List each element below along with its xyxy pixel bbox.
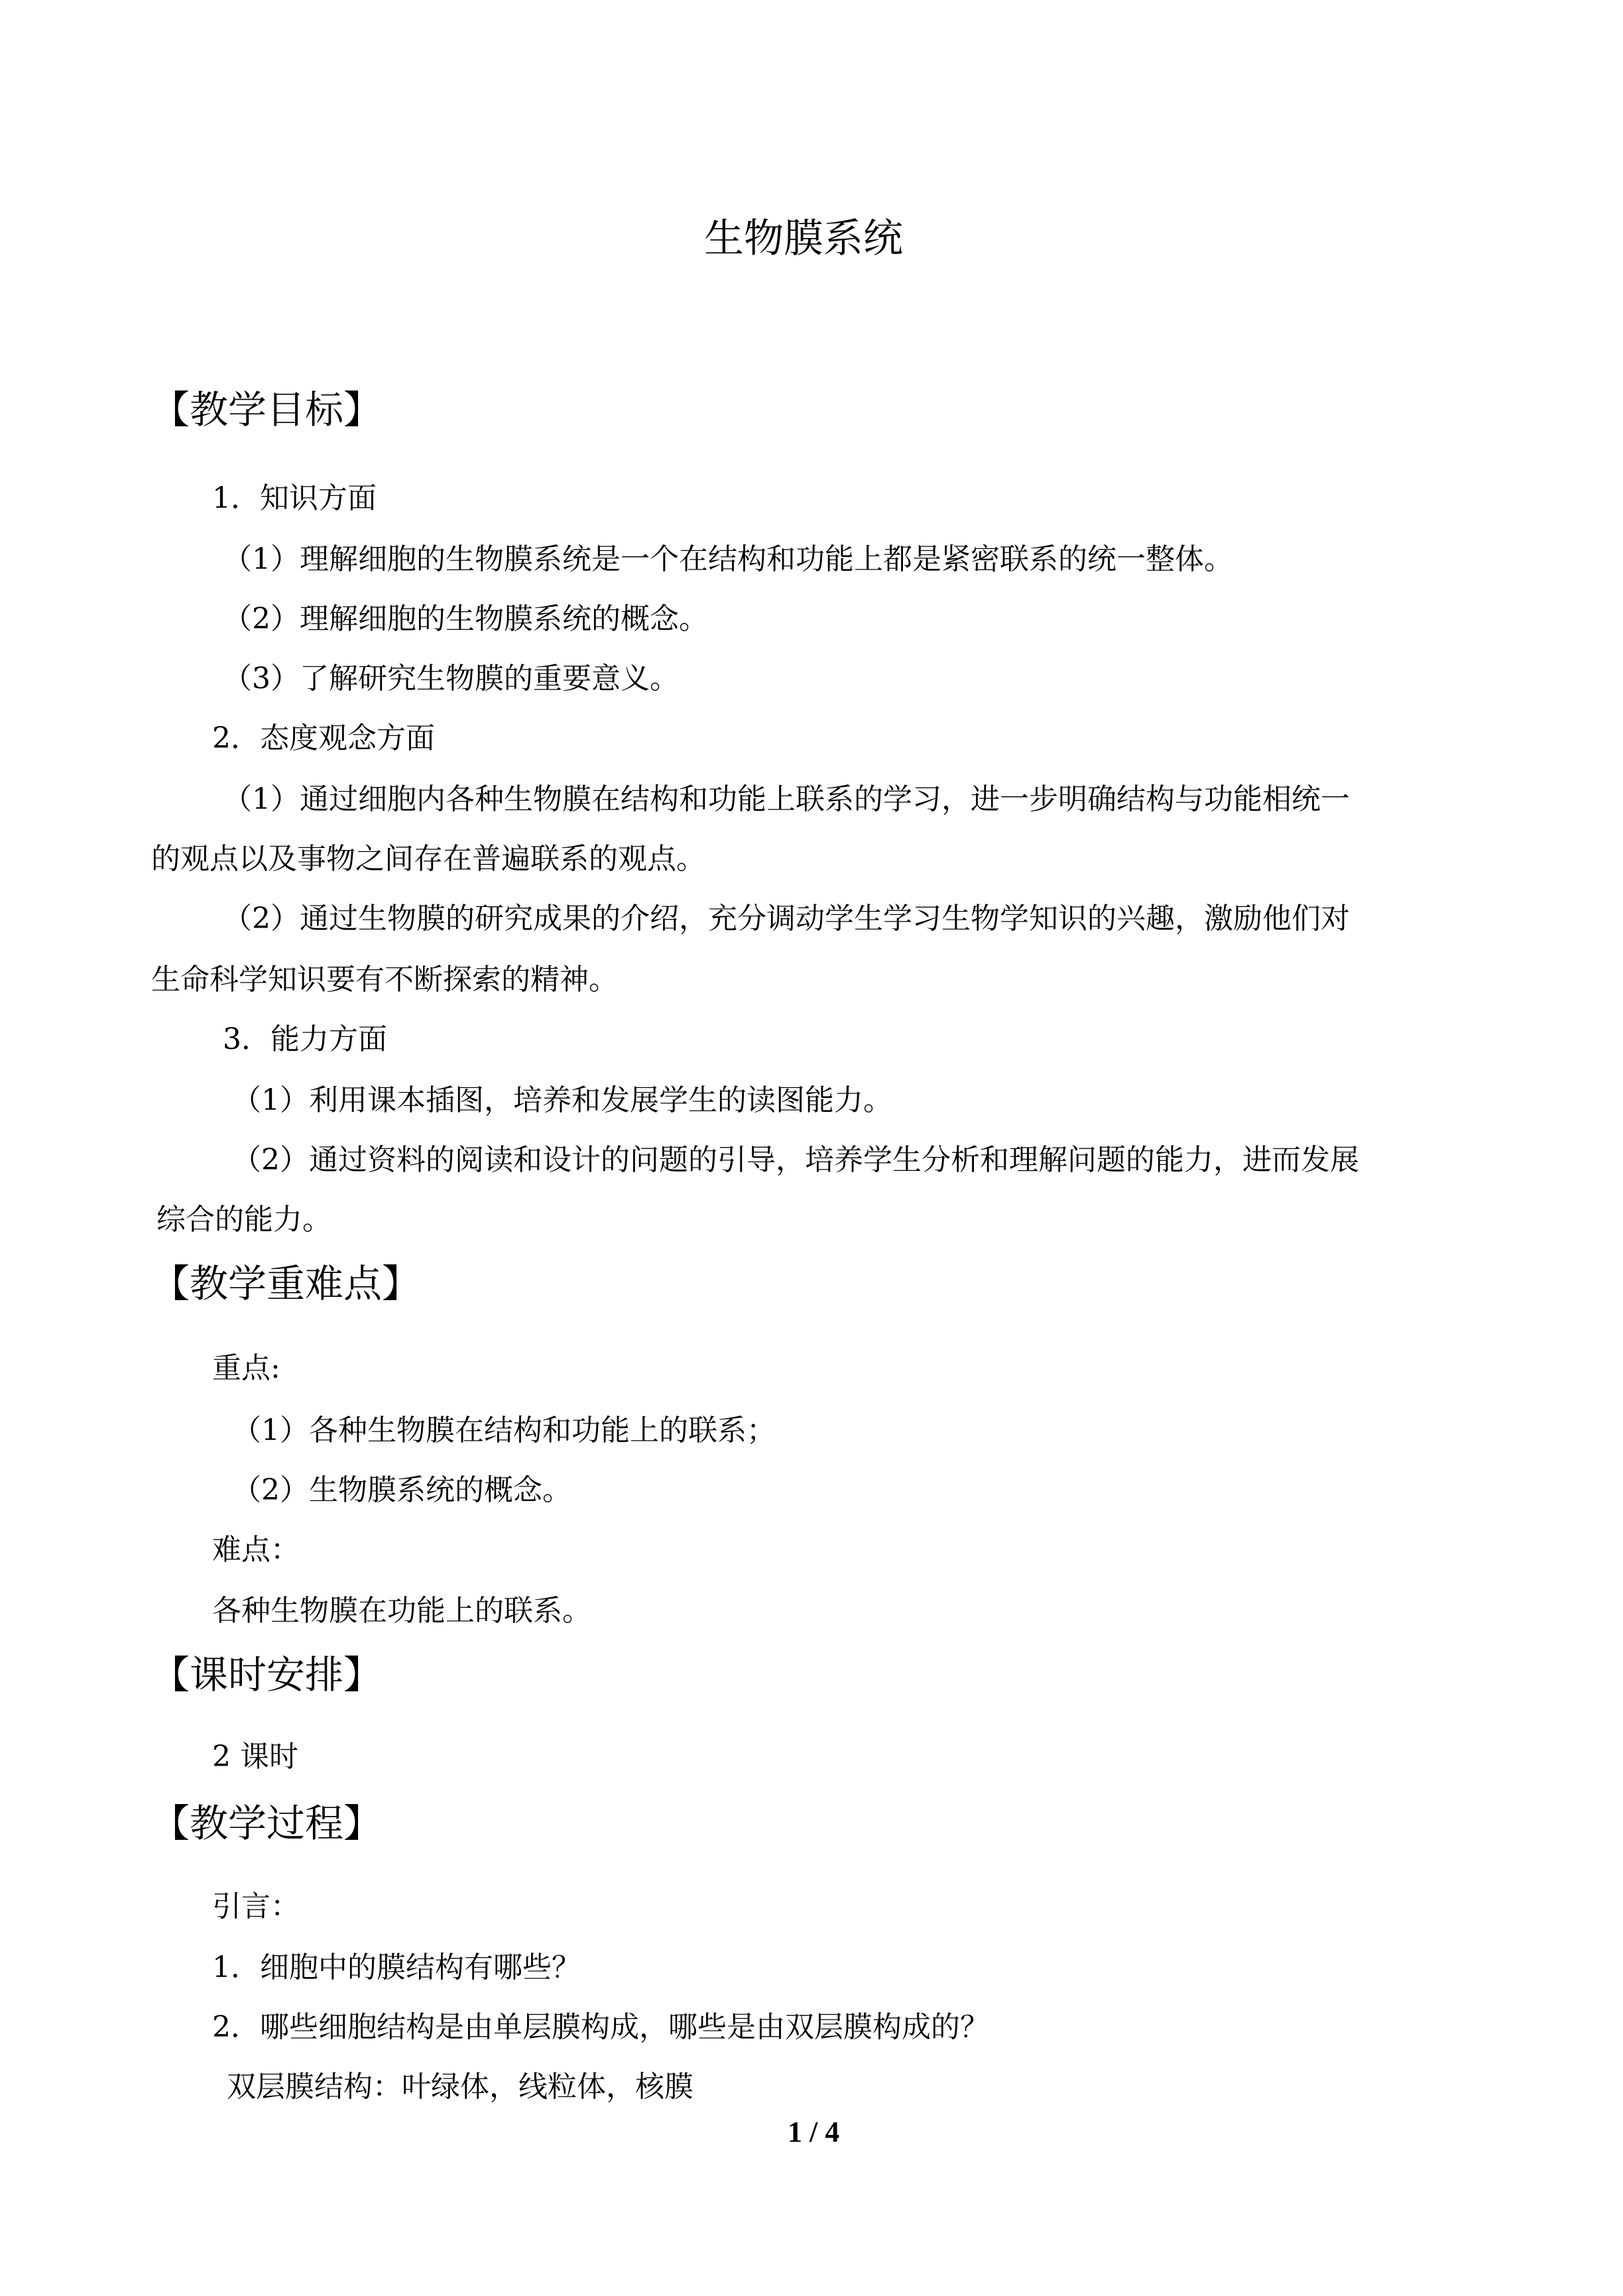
section-heading-process: 【教学过程】 [151, 1801, 383, 1846]
paragraph-line: （2）生物膜系统的概念。 [232, 1473, 571, 1507]
paragraph-line: （2）通过资料的阅读和设计的问题的引导，培养学生分析和理解问题的能力，进而发展 [232, 1143, 1359, 1177]
paragraph-line: 2．态度观念方面 [212, 721, 435, 755]
paragraph-line: 1．知识方面 [212, 481, 377, 515]
paragraph-line: 难点： [212, 1533, 300, 1567]
section-heading-objectives: 【教学目标】 [151, 387, 383, 432]
paragraph-line: 1．细胞中的膜结构有哪些？ [212, 1951, 581, 1984]
paragraph-line: 重点: [212, 1351, 280, 1385]
paragraph-line: 综合的能力。 [156, 1203, 331, 1237]
paragraph-line: 各种生物膜在功能上的联系。 [212, 1594, 591, 1628]
paragraph-line: 3．能力方面 [223, 1022, 387, 1056]
paragraph-line: 2．哪些细胞结构是由单层膜构成，哪些是由双层膜构成的？ [212, 2010, 989, 2044]
paragraph-line: （1）理解细胞的生物膜系统是一个在结构和功能上都是紧密联系的统一整体。 [223, 542, 1233, 576]
paragraph-line: （3）了解研究生物膜的重要意义。 [223, 662, 679, 695]
section-heading-schedule: 【课时安排】 [151, 1652, 383, 1697]
paragraph-line: 生命科学知识要有不断探索的精神。 [151, 963, 618, 997]
paragraph-line: （1）利用课本插图，培养和发展学生的读图能力。 [232, 1083, 892, 1117]
paragraph-line: 的观点以及事物之间存在普遍联系的观点。 [151, 842, 705, 876]
paragraph-line: 引言： [212, 1890, 300, 1923]
document-title: 生物膜系统 [704, 215, 903, 262]
page-number: 1 / 4 [788, 2116, 840, 2148]
paragraph-line: （1）通过细胞内各种生物膜在结构和功能上联系的学习，进一步明确结构与功能相统一 [223, 782, 1350, 816]
paragraph-line: （1）各种生物膜在结构和功能上的联系； [232, 1414, 776, 1447]
paragraph-line: 2 课时 [212, 1740, 298, 1774]
paragraph-line: 双层膜结构：叶绿体，线粒体，核膜 [227, 2070, 693, 2104]
paragraph-line: （2）理解细胞的生物膜系统的概念。 [223, 602, 708, 636]
paragraph-line: （2）通过生物膜的研究成果的介绍，充分调动学生学习生物学知识的兴趣，激励他们对 [223, 902, 1350, 936]
section-heading-key-points: 【教学重难点】 [151, 1261, 421, 1306]
